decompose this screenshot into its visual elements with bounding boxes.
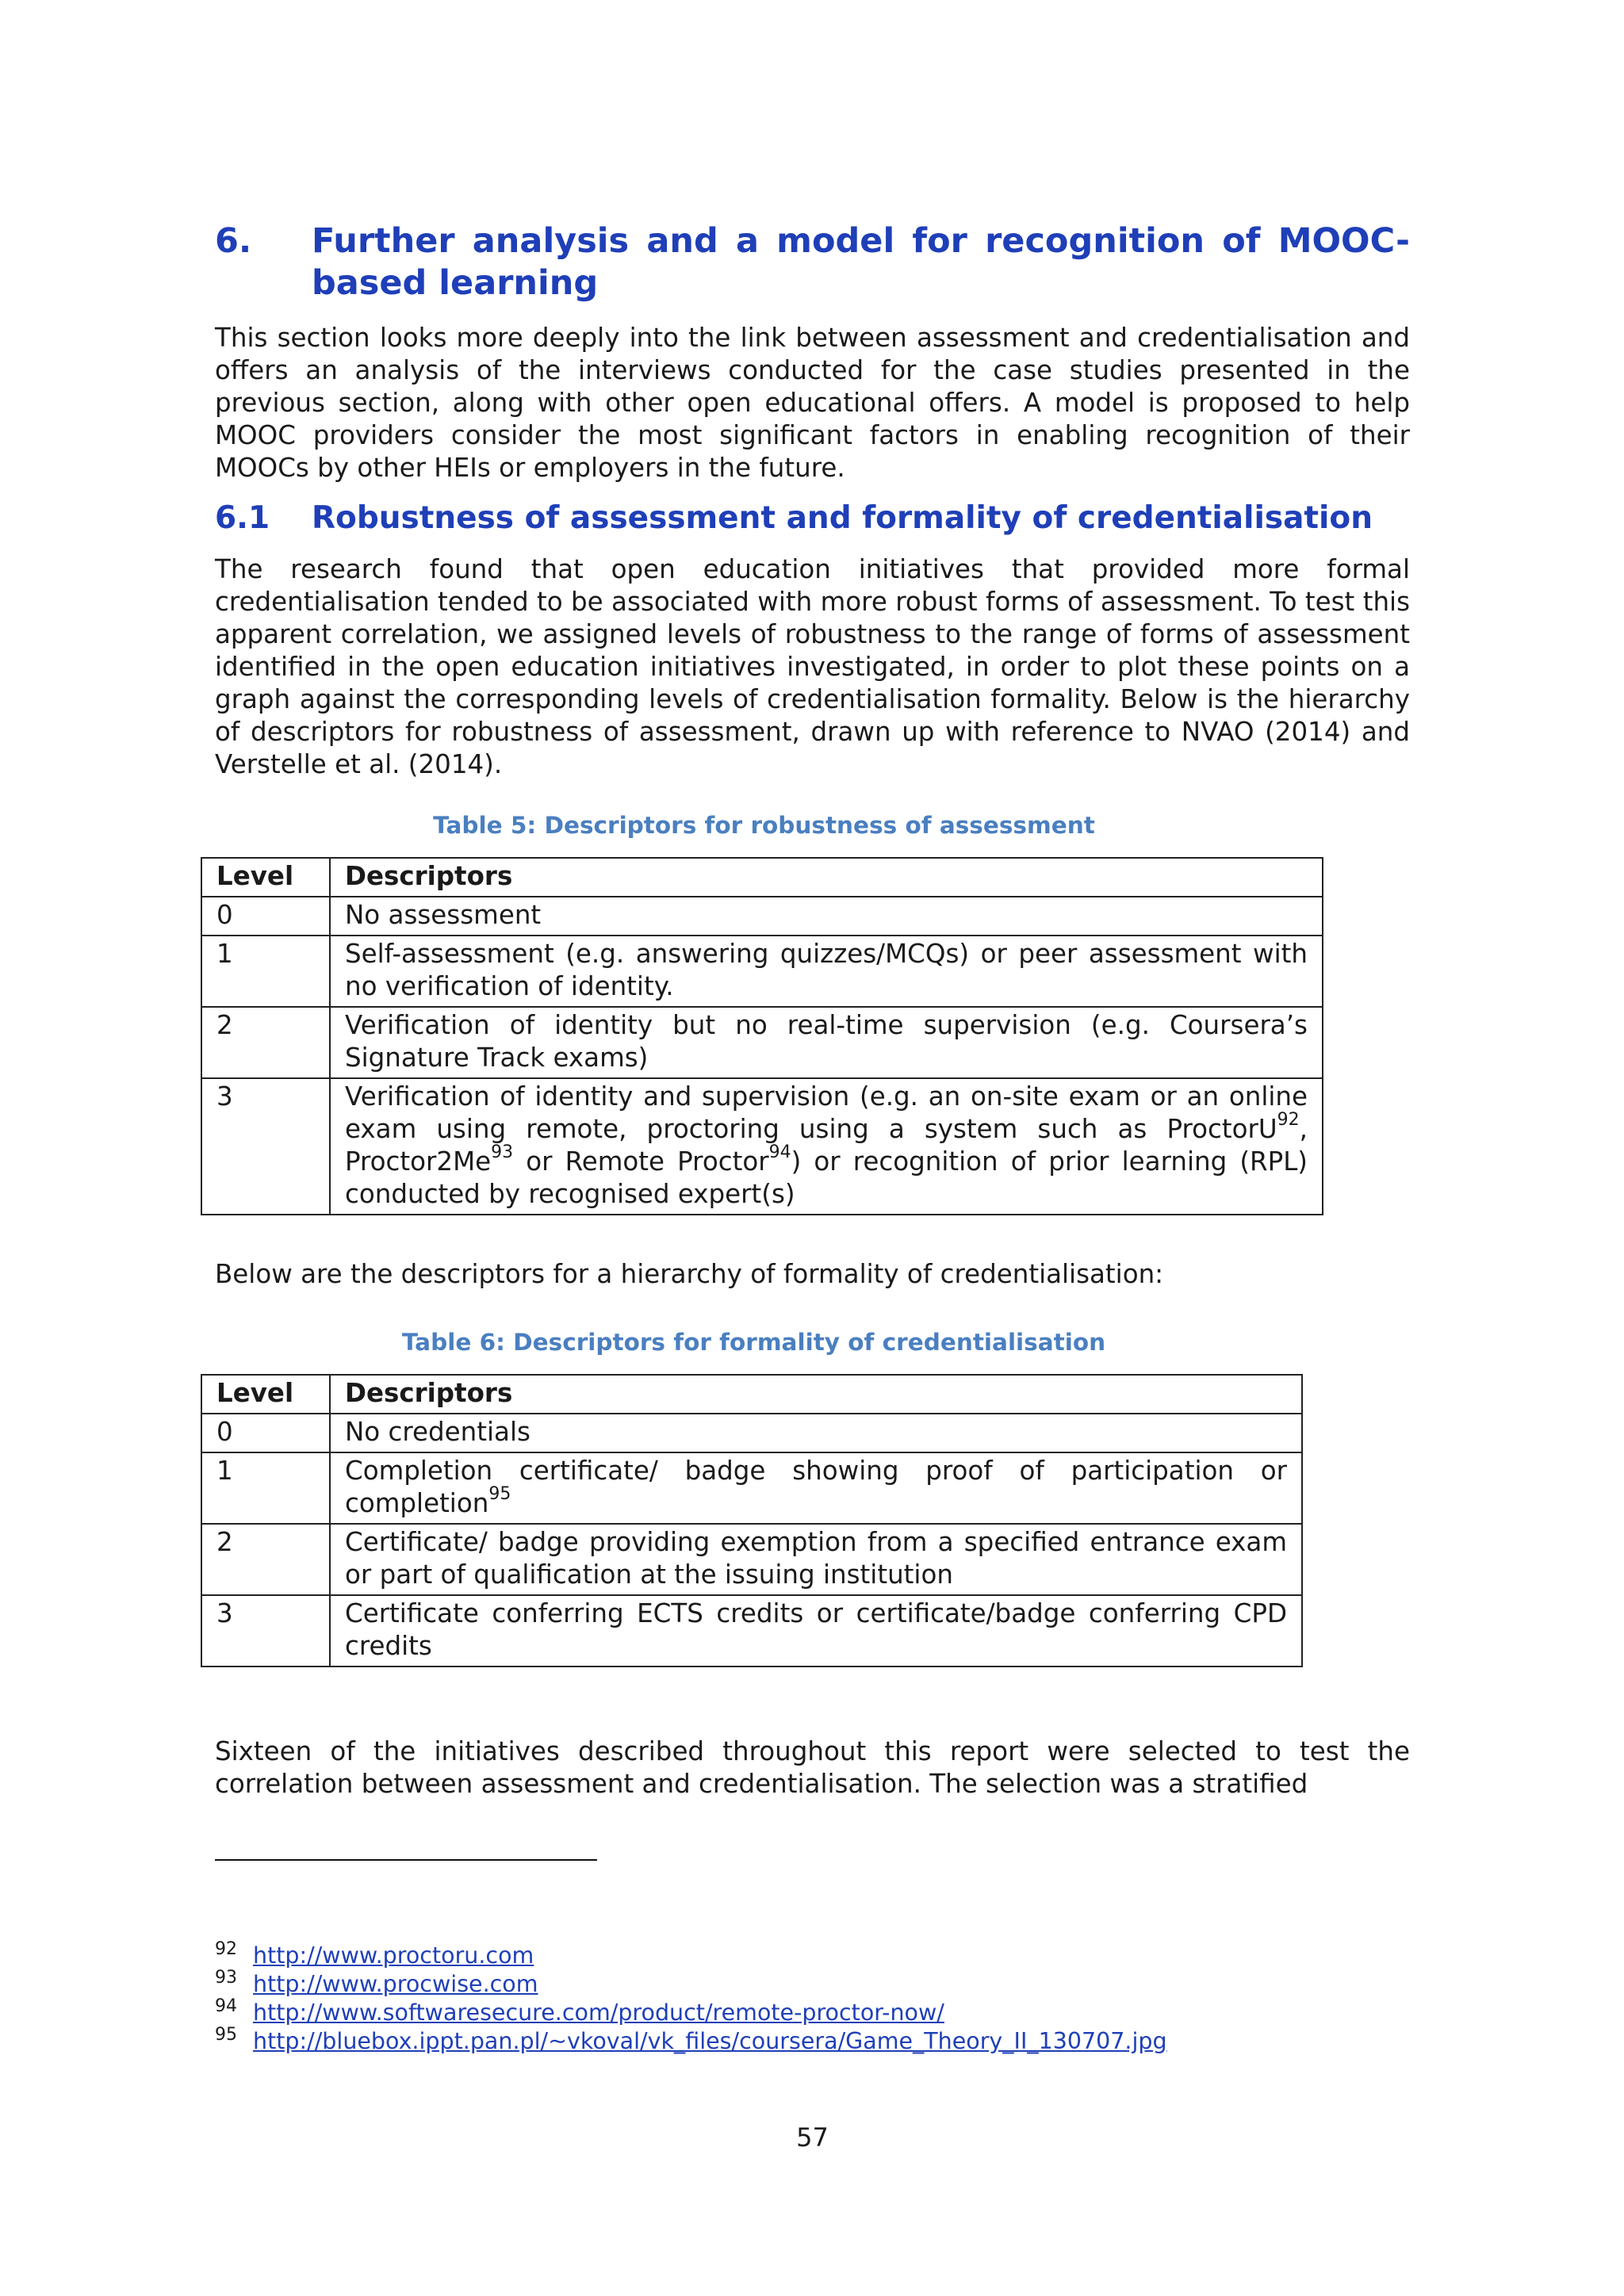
level-cell: 2: [201, 1524, 330, 1595]
footnote-link[interactable]: http://www.procwise.com: [253, 1971, 538, 1997]
table6-caption: Table 6: Descriptors for formality of credentialisation: [401, 1329, 1106, 1356]
level-cell: 3: [201, 1078, 330, 1215]
descriptor-cell: [330, 1452, 1302, 1524]
level-cell: 0: [201, 897, 330, 936]
descriptor-cell: Certificate conferring ECTS credits or certificate/badge conferring CPD credits: [330, 1595, 1302, 1667]
descriptor-cell: No credentials: [330, 1414, 1302, 1452]
subsection-heading: [215, 498, 1373, 539]
descriptor-text: or Remote Proctor: [513, 1146, 769, 1177]
table-row: [201, 1524, 1302, 1595]
research-paragraph: The research found that open education initiatives that provided more formal credentialisation tended to be associated with more robust forms of assessment. To test this apparent correlation, we assigned levels of robustness to the range of forms of assessment identified in the open education initiatives investigated, in order to plot these points on a graph against the corresponding levels of credentialisation formality. Below is the hierarchy of descriptors for robustness of assessment, drawn up with reference to NVAO (2014) and Verstelle et al. (2014).: [215, 554, 1410, 779]
descriptors-header: Descriptors: [330, 1375, 1302, 1414]
descriptors-header: Descriptors: [330, 858, 1323, 897]
subsection-number: 6.1: [215, 500, 270, 536]
level-cell: 3: [201, 1595, 330, 1667]
descriptor-text: Verification of identity and supervision (e.g. an on-site exam or an online exam using remote, proctoring using a system such as ProctorU: [345, 1081, 1308, 1144]
footnote-link[interactable]: http://bluebox.ippt.pan.pl/~vkoval/vk_files/coursera/Game_Theory_II_130707.jpg: [253, 2028, 1167, 2054]
level-cell: 2: [201, 1007, 330, 1078]
intro-paragraph: This section looks more deeply into the link between assessment and credentialisation and offers an analysis of the interviews conducted for the case studies presented in the previous section, along with other open educational offers. A model is proposed to help MOOC providers consider the most significant factors in enabling recognition of their MOOCs by other HEIs or employers in the future.: [215, 323, 1410, 483]
footnote-ref: 93: [491, 1142, 514, 1163]
table-row: [201, 936, 1323, 1007]
table-header-row: [201, 858, 1323, 897]
level-cell: 1: [201, 936, 330, 1007]
table5-robustness: [201, 857, 1323, 1215]
credential-intro-paragraph: Below are the descriptors for a hierarchy of formality of credentialisation:: [215, 1259, 1164, 1289]
descriptor-text: , Proctor2Me: [345, 1114, 1308, 1177]
footnote-number: 95: [215, 2025, 237, 2045]
level-cell: 0: [201, 1414, 330, 1452]
table-row: [201, 1007, 1323, 1078]
descriptor-cell: Certificate/ badge providing exemption from a specified entrance exam or part of qualification at the issuing institution: [330, 1524, 1302, 1595]
footnote-number: 93: [215, 1968, 237, 1988]
table6-formality: [201, 1374, 1303, 1667]
table-row: [201, 897, 1323, 936]
descriptor-text: ) or recognition of prior learning (RPL) conducted by recognised expert(s): [345, 1146, 1308, 1209]
section-number: 6.: [215, 221, 252, 261]
section-title: Further analysis and a model for recognition of MOOC-based learning: [312, 221, 1410, 303]
section-heading: [215, 220, 1410, 304]
footnote-number: 94: [215, 1996, 237, 2016]
table-row: [201, 1414, 1302, 1452]
footnote-number: 92: [215, 1939, 237, 1959]
footnote-ref: 92: [1277, 1110, 1300, 1131]
level-header: Level: [201, 858, 330, 897]
subsection-title: Robustness of assessment and formality of credentialisation: [312, 500, 1373, 536]
descriptor-cell: Verification of identity but no real-time supervision (e.g. Coursera’s Signature Track exams): [330, 1007, 1323, 1078]
descriptor-cell: [330, 1078, 1323, 1215]
footnote-link[interactable]: http://www.proctoru.com: [253, 1942, 534, 1969]
footnote-link[interactable]: http://www.softwaresecure.com/product/remote-proctor-now/: [253, 1999, 944, 2026]
table-row: [201, 1595, 1302, 1667]
descriptor-cell: No assessment: [330, 897, 1323, 936]
page-number: 57: [796, 2122, 829, 2152]
footnote-separator: [215, 1859, 597, 1861]
descriptor-cell: Self-assessment (e.g. answering quizzes/MCQs) or peer assessment with no verification of identity.: [330, 936, 1323, 1007]
table-header-row: [201, 1375, 1302, 1414]
level-cell: 1: [201, 1452, 330, 1524]
level-header: Level: [201, 1375, 330, 1414]
selection-paragraph: Sixteen of the initiatives described throughout this report were selected to test the correlation between assessment and credentialisation. The selection was a stratified: [215, 1736, 1410, 1799]
table-row: [201, 1452, 1302, 1524]
descriptor-text: Completion certificate/ badge showing proof of participation or completion: [345, 1456, 1287, 1518]
table5-caption: Table 5: Descriptors for robustness of assessment: [433, 812, 1095, 839]
footnote-ref: 94: [768, 1142, 791, 1163]
table-row: [201, 1078, 1323, 1215]
footnote-ref: 95: [488, 1484, 511, 1505]
